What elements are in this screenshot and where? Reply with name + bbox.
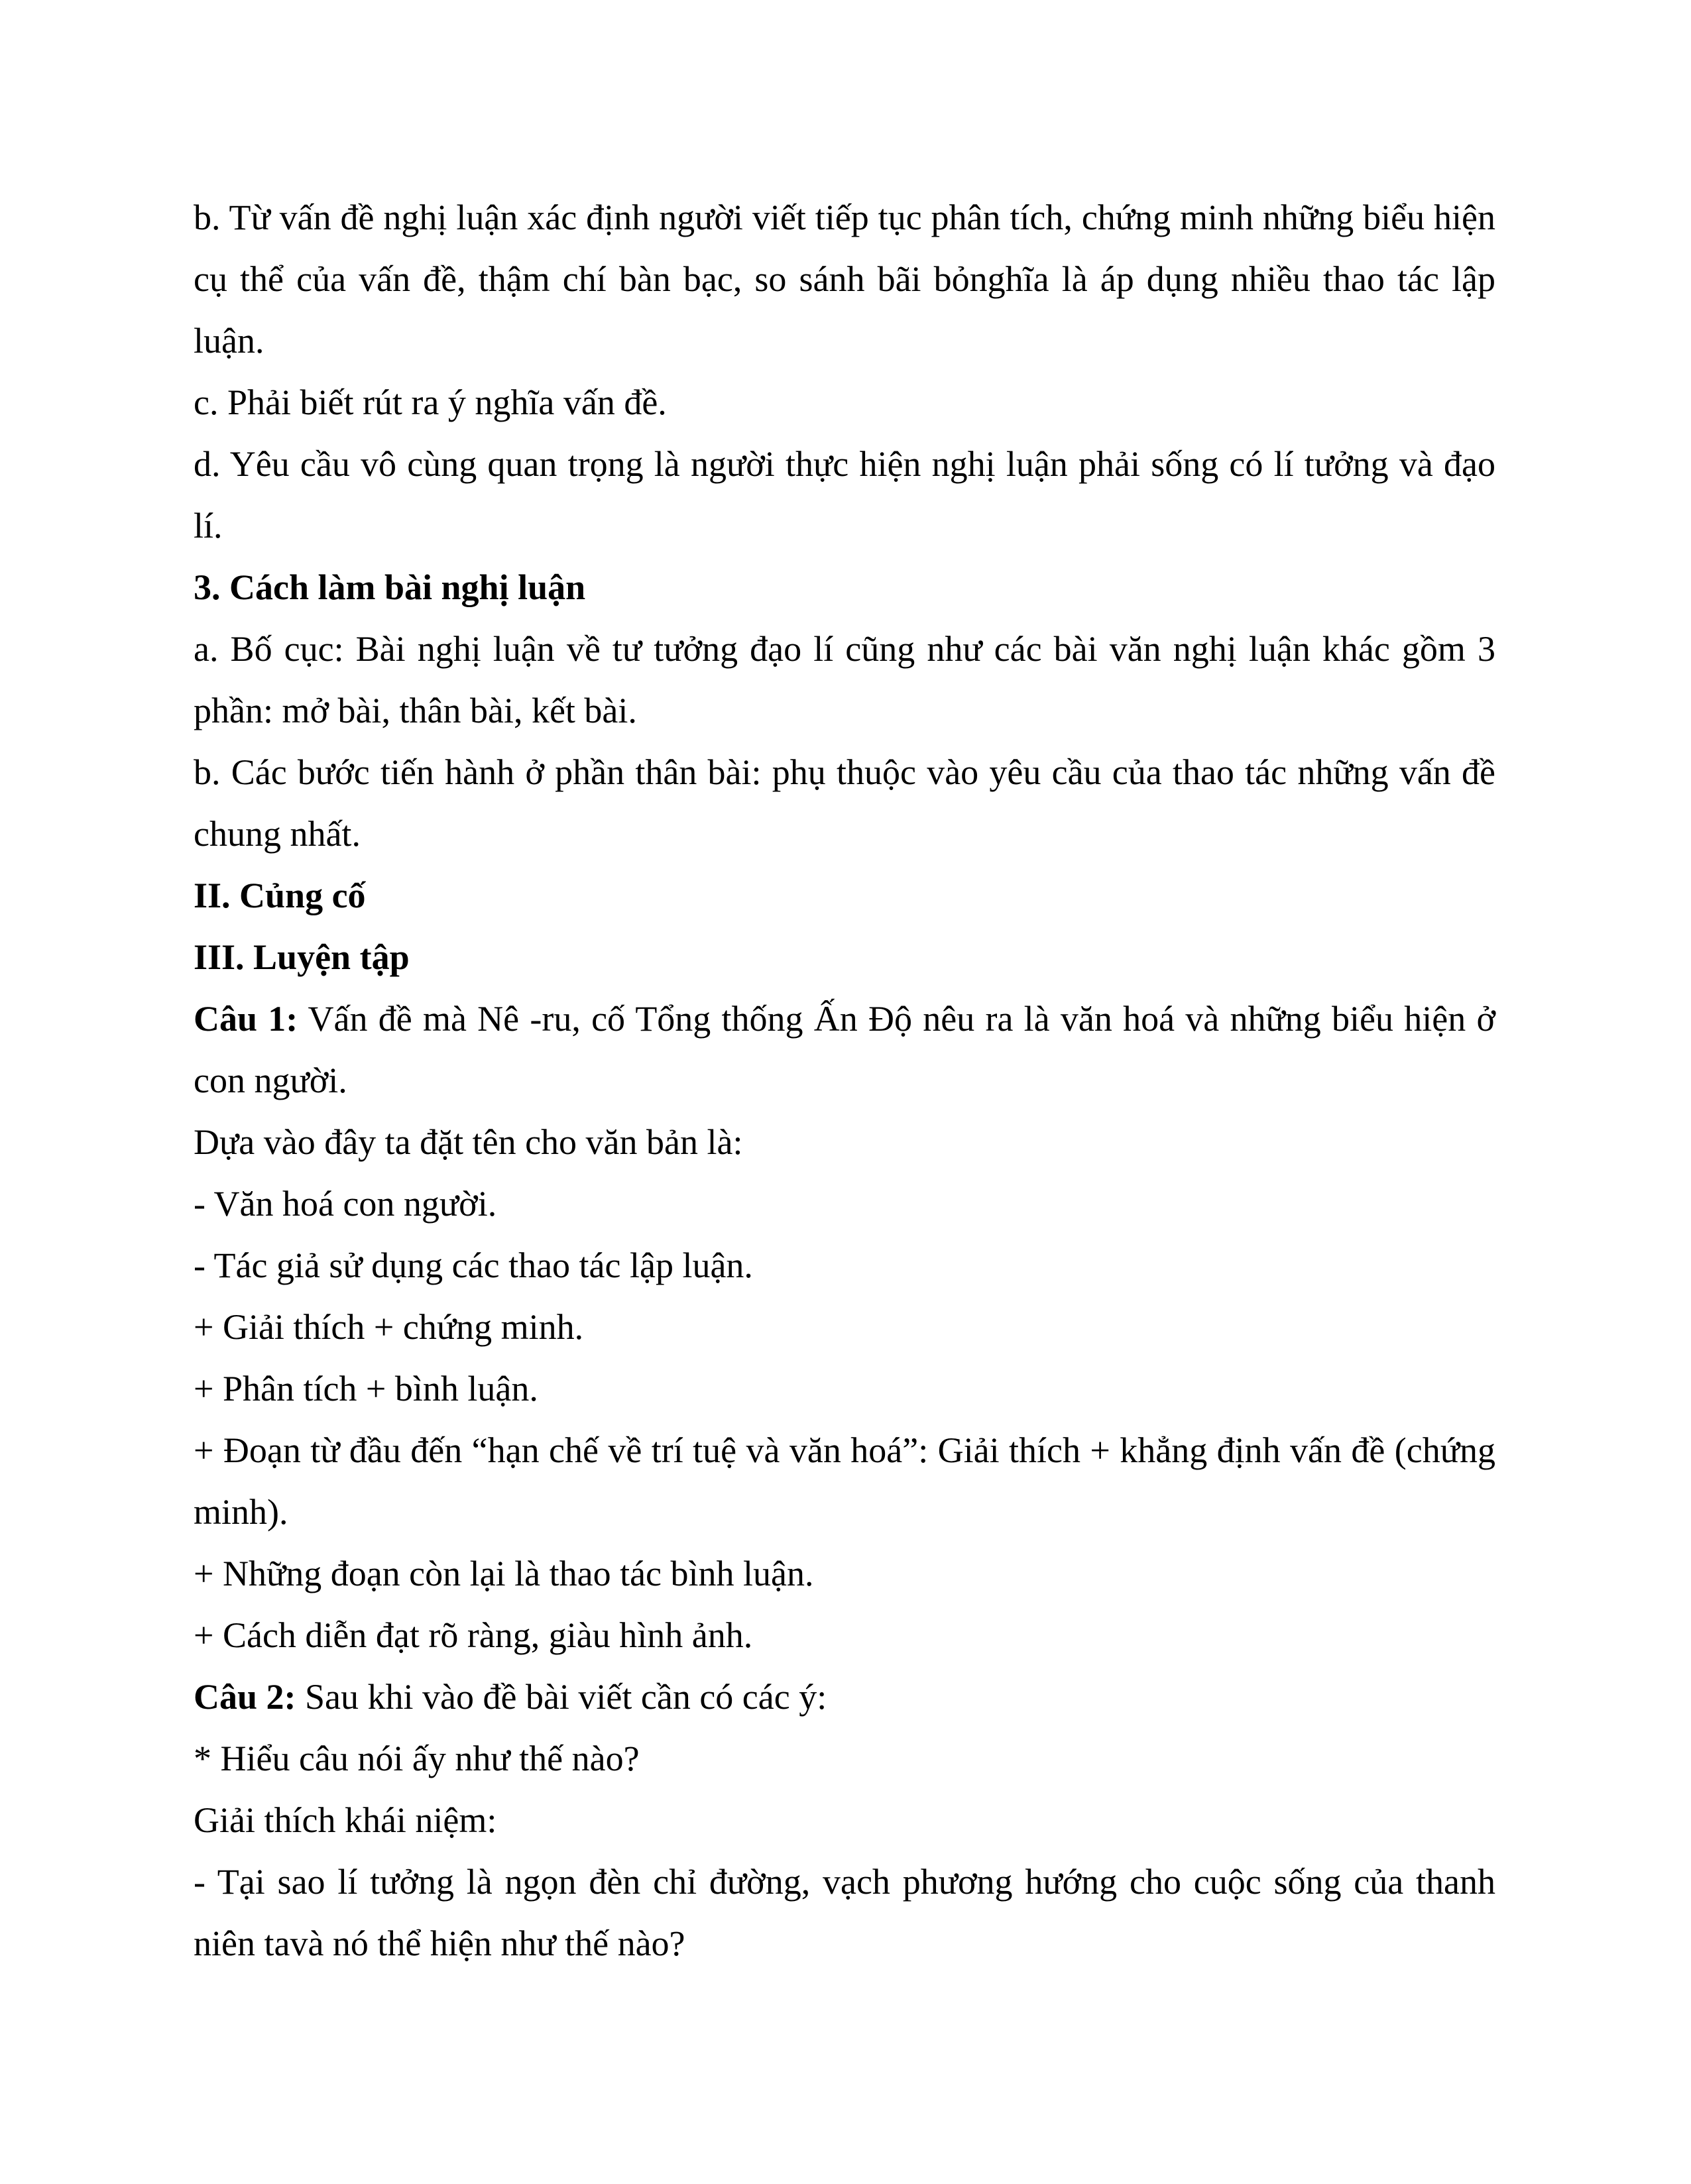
list-item-understand-quote: * Hiểu câu nói ấy như thế nào? [194, 1739, 640, 1778]
heading-how-to-write: 3. Cách làm bài nghị luận [194, 567, 586, 607]
paragraph-d-requirement: d. Yêu cầu vô cùng quan trọng là người thực hiện nghị luận phải sống có lí tưởng và đạo lí. [194, 444, 1495, 546]
paragraph-a-structure: a. Bố cục: Bài nghị luận về tư tưởng đạo lí cũng như các bài văn nghị luận khác gồm 3 phần: mở bài, thân bài, kết bài. [194, 629, 1495, 730]
question-1-paragraph [194, 988, 1495, 1112]
heading-practice: III. Luyện tập [194, 937, 410, 977]
list-item-why-ideal: - Tại sao lí tưởng là ngọn đèn chỉ đường, vạch phương hướng cho cuộc sống của thanh niên tavà nó thể hiện như thế nào? [194, 1862, 1495, 1963]
list-item-analyze-comment: + Phân tích + bình luận. [194, 1369, 538, 1408]
question-2-paragraph [194, 1666, 1495, 1728]
list-item-techniques: - Tác giả sử dụng các thao tác lập luận. [194, 1245, 753, 1285]
list-item-culture: - Văn hoá con người. [194, 1184, 497, 1224]
paragraph-explain-concept: Giải thích khái niệm: [194, 1800, 497, 1840]
question-2-label: Câu 2: [194, 1677, 296, 1717]
list-item-remaining-sections: + Những đoạn còn lại là thao tác bình luận. [194, 1554, 814, 1593]
list-item-first-section: + Đoạn từ đầu đến “hạn chế về trí tuệ và văn hoá”: Giải thích + khẳng định vấn đề (chứng minh). [194, 1430, 1495, 1532]
document-body [194, 187, 1495, 1975]
question-1-label: Câu 1: [194, 999, 298, 1039]
question-2-text: Sau khi vào đề bài viết cần có các ý: [296, 1677, 827, 1717]
list-item-expression: + Cách diễn đạt rõ ràng, giàu hình ảnh. [194, 1615, 753, 1655]
paragraph-b-steps: b. Các bước tiến hành ở phần thân bài: phụ thuộc vào yêu cầu của thao tác những vấn đề chung nhất. [194, 752, 1495, 854]
heading-consolidation: II. Củng cố [194, 876, 366, 915]
paragraph-c-meaning: c. Phải biết rút ra ý nghĩa vấn đề. [194, 382, 667, 422]
paragraph-b-analysis: b. Từ vấn đề nghị luận xác định người viết tiếp tục phân tích, chứng minh những biểu hiện cụ thể của vấn đề, thậm chí bàn bạc, so sánh bãi bỏnghĩa là áp dụng nhiều thao tác lập luận. [194, 198, 1495, 361]
question-1-text: Vấn đề mà Nê -ru, cố Tổng thống Ấn Độ nêu ra là văn hoá và những biểu hiện ở con người. [194, 999, 1496, 1100]
list-item-explain-prove: + Giải thích + chứng minh. [194, 1307, 584, 1347]
paragraph-title-intro: Dựa vào đây ta đặt tên cho văn bản là: [194, 1122, 743, 1162]
